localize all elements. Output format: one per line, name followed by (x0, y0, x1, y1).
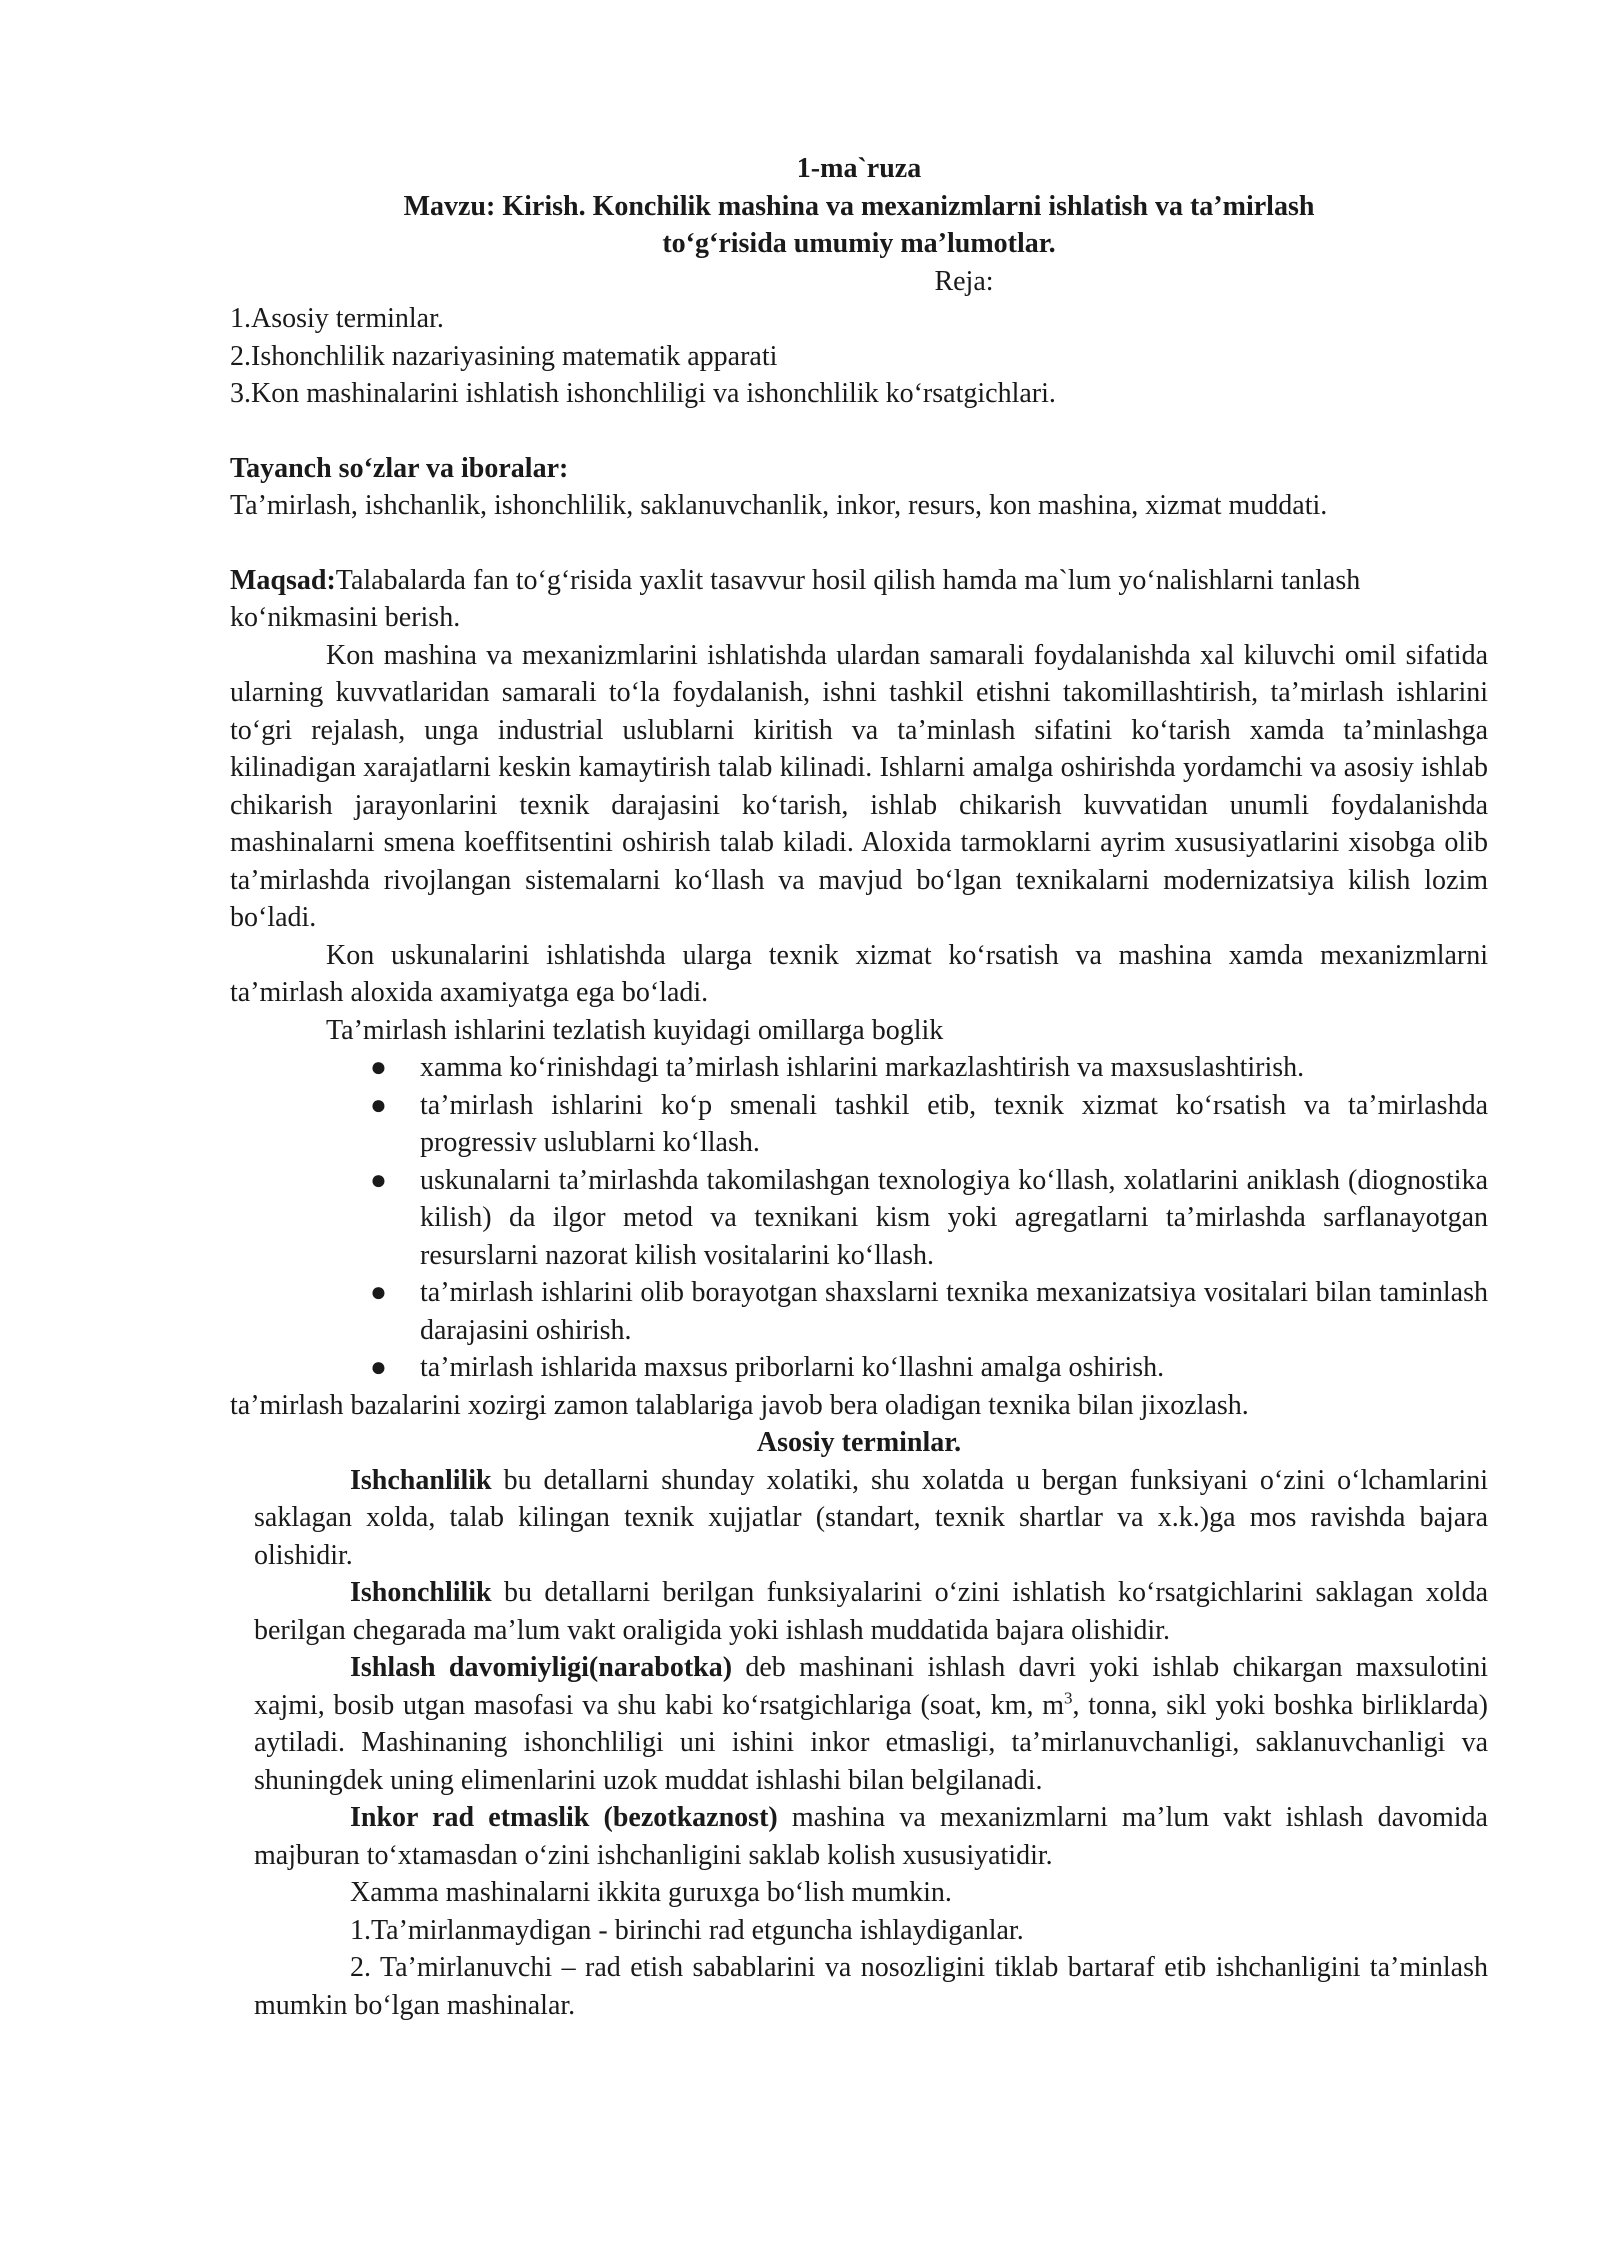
list-item (370, 1162, 1488, 1275)
list-item (370, 1049, 1488, 1087)
term-name: Ishonchlilik (350, 1577, 492, 1608)
keywords-text: Ta’mirlash, ishchanlik, ishonchlilik, saklanuvchanlik, inkor, resurs, kon mashina, xizmat muddati. (230, 490, 1328, 521)
term-definition (254, 1574, 1488, 1649)
term-name: Inkor rad etmaslik (bezotkaznost) (350, 1802, 778, 1833)
list-item (370, 1349, 1488, 1387)
bullet-icon: ● (370, 1089, 387, 1121)
closing-line: 2. Ta’mirlanuvchi – rad etish sabablarini va nosozligini tiklab bartaraf etib ishchanligini ta’minlash mumkin bo‘lgan mashinalar. (254, 1952, 1488, 2021)
bullet-icon: ● (370, 1164, 387, 1196)
topic-title-line1: Mavzu: Kirish. Konchilik mashina va mexanizmlarni ishlatish va ta’mirlash (403, 190, 1315, 222)
keywords-label: Tayanch so‘zlar va iboralar: (230, 452, 569, 484)
terms-section (230, 1462, 1488, 2025)
list-item-text: uskunalarni ta’mirlashda takomilashgan texnologiya ko‘llash, xolatlarini aniklash (diognostika kilish) da ilgor metod va texnikani kism yoki agregatlarni ta’mirlashda sarflanayotgan resurslarni nazorat kilish vositalarini ko‘llash. (420, 1164, 1488, 1271)
goal-text: Talabalarda fan to‘g‘risida yaxlit tasavvur hosil qilish hamda ma`lum yo‘nalishlarni tanlash ko‘nikmasini berish. (230, 564, 1361, 633)
term-definition (254, 1649, 1488, 1799)
list-item (370, 1274, 1488, 1349)
term-definition (254, 1799, 1488, 1874)
factors-list (230, 1049, 1488, 1387)
plan-item: 2.Ishonchlilik nazariyasining matematik apparati (230, 340, 778, 372)
list-item (370, 1087, 1488, 1162)
superscript: 3 (1063, 1688, 1073, 1708)
term-name: Ishlash davomiyligi(narabotka) (350, 1652, 733, 1683)
lecture-number: 1-ma`ruza (796, 153, 922, 184)
term-definition (254, 1462, 1488, 1575)
spacer (230, 413, 1488, 450)
closing-line: 1.Ta’mirlanmaydigan - birinchi rad etguncha ishlaydiganlar. (350, 1914, 1024, 1946)
bullet-icon: ● (370, 1352, 387, 1383)
plan-label: Reja: (934, 265, 994, 297)
bullet-icon: ● (370, 1277, 387, 1308)
list-item-text: ta’mirlash ishlarini olib borayotgan shaxslarni texnika mexanizatsiya vositalari bilan taminlash darajasini oshirish. (420, 1277, 1488, 1346)
closing-line: Xamma mashinalarni ikkita guruxga bo‘lish mumkin. (350, 1877, 952, 1908)
after-list-text: ta’mirlash bazalarini xozirgi zamon talablariga javob bera oladigan texnika bilan jixozlash. (230, 1389, 1249, 1421)
term-name: Ishchanlilik (350, 1464, 492, 1496)
term-text: , tonna, sikl yoki boshka birliklarda) aytiladi. Mashinaning ishonchliligi uni ishini inkor etmasligi, ta’mirlanuvchanligi, saklanuvchanligi va shuningdek uning elimenlarini uzok muddat ishlashi bilan belgilanadi. (254, 1689, 1488, 1796)
list-item-text: ta’mirlash ishlarida maxsus priborlarni ko‘llashni amalga oshirish. (420, 1352, 1165, 1383)
body-paragraph: Kon mashina va mexanizmlarini ishlatishda ulardan samarali foydalanishda xal kiluvchi omil sifatida ularning kuvvatlaridan samarali to‘la foydalanish, ishni tashkil etishni takomillashtirish, ta’mirlash ishlarini to‘gri rejalash, unga industrial uslublarni kiritish va ta’minlash sifatini ko‘tarish xamda ta’minlashga kilinadigan xarajatlarni keskin kamaytirish talab kilinadi. Ishlarni amalga oshirishda yordamchi va asosiy ishlab chikarish jarayonlarini texnik darajasini ko‘tarish, ishlab chikarish kuvvatidan unumli foydalanishda mashinalarni smena koeffitsentini oshirish talab kiladi. Aloxida tarmoklarni ayrim xususiyatlarini xisobga olib ta’mirlashda rivojlangan sistemalarni ko‘llash va mavjud bo‘lgan texnikalarni modernizatsiya kilish lozim bo‘ladi. (230, 639, 1488, 933)
term-text: bu detallarni shunday xolatiki, shu xolatda u bergan funksiyani o‘zini o‘lchamlarini saklagan xolda, talab kilingan texnik xujjatlar (standart, texnik shartlar va x.k.)ga mos ravishda bajara olishidir. (254, 1464, 1488, 1571)
body-paragraph: Kon uskunalarini ishlatishda ularga texnik xizmat ko‘rsatish va mashina xamda mexanizmlarni ta’mirlash aloxida axamiyatga ega bo‘ladi. (230, 939, 1488, 1008)
list-item-text: xamma ko‘rinishdagi ta’mirlash ishlarini markazlashtirish va maxsuslashtirish. (420, 1052, 1305, 1083)
body-paragraph: Ta’mirlash ishlarini tezlatish kuyidagi omillarga boglik (326, 1014, 944, 1046)
goal-label: Maqsad: (230, 564, 336, 596)
terms-heading: Asosiy terminlar. (756, 1427, 962, 1458)
term-text: deb mashinani ishlash davri yoki ishlab chikargan maxsulotini xajmi, bosib utgan masofasi va shu kabi ko‘rsatgichlariga (soat, km, m (254, 1652, 1488, 1721)
bullet-icon: ● (370, 1052, 387, 1083)
term-text: mashina va mexanizmlarni ma’lum vakt ishlash davomida majburan to‘xtamasdan o‘zini ishchanligini saklab kolish xususiyatidir. (254, 1802, 1488, 1871)
plan-item: 3.Kon mashinalarini ishlatish ishonchliligi va ishonchlilik ko‘rsatgichlari. (230, 378, 1056, 409)
list-item-text: ta’mirlash ishlarini ko‘p smenali tashkil etib, texnik xizmat ko‘rsatish va ta’mirlashda progressiv uslublarni ko‘llash. (420, 1089, 1488, 1158)
term-text: bu detallarni berilgan funksiyalarini o‘zini ishlatish ko‘rsatgichlarini saklagan xolda berilgan chegarada ma’lum vakt oraligida yoki ishlash muddatida bajara olishidir. (254, 1577, 1488, 1646)
spacer (230, 525, 1488, 562)
topic-title-line2: to‘g‘risida umumiy ma’lumotlar. (662, 228, 1056, 259)
goal-paragraph (230, 562, 1488, 637)
plan-item: 1.Asosiy terminlar. (230, 303, 444, 334)
document-page (230, 150, 1488, 2024)
